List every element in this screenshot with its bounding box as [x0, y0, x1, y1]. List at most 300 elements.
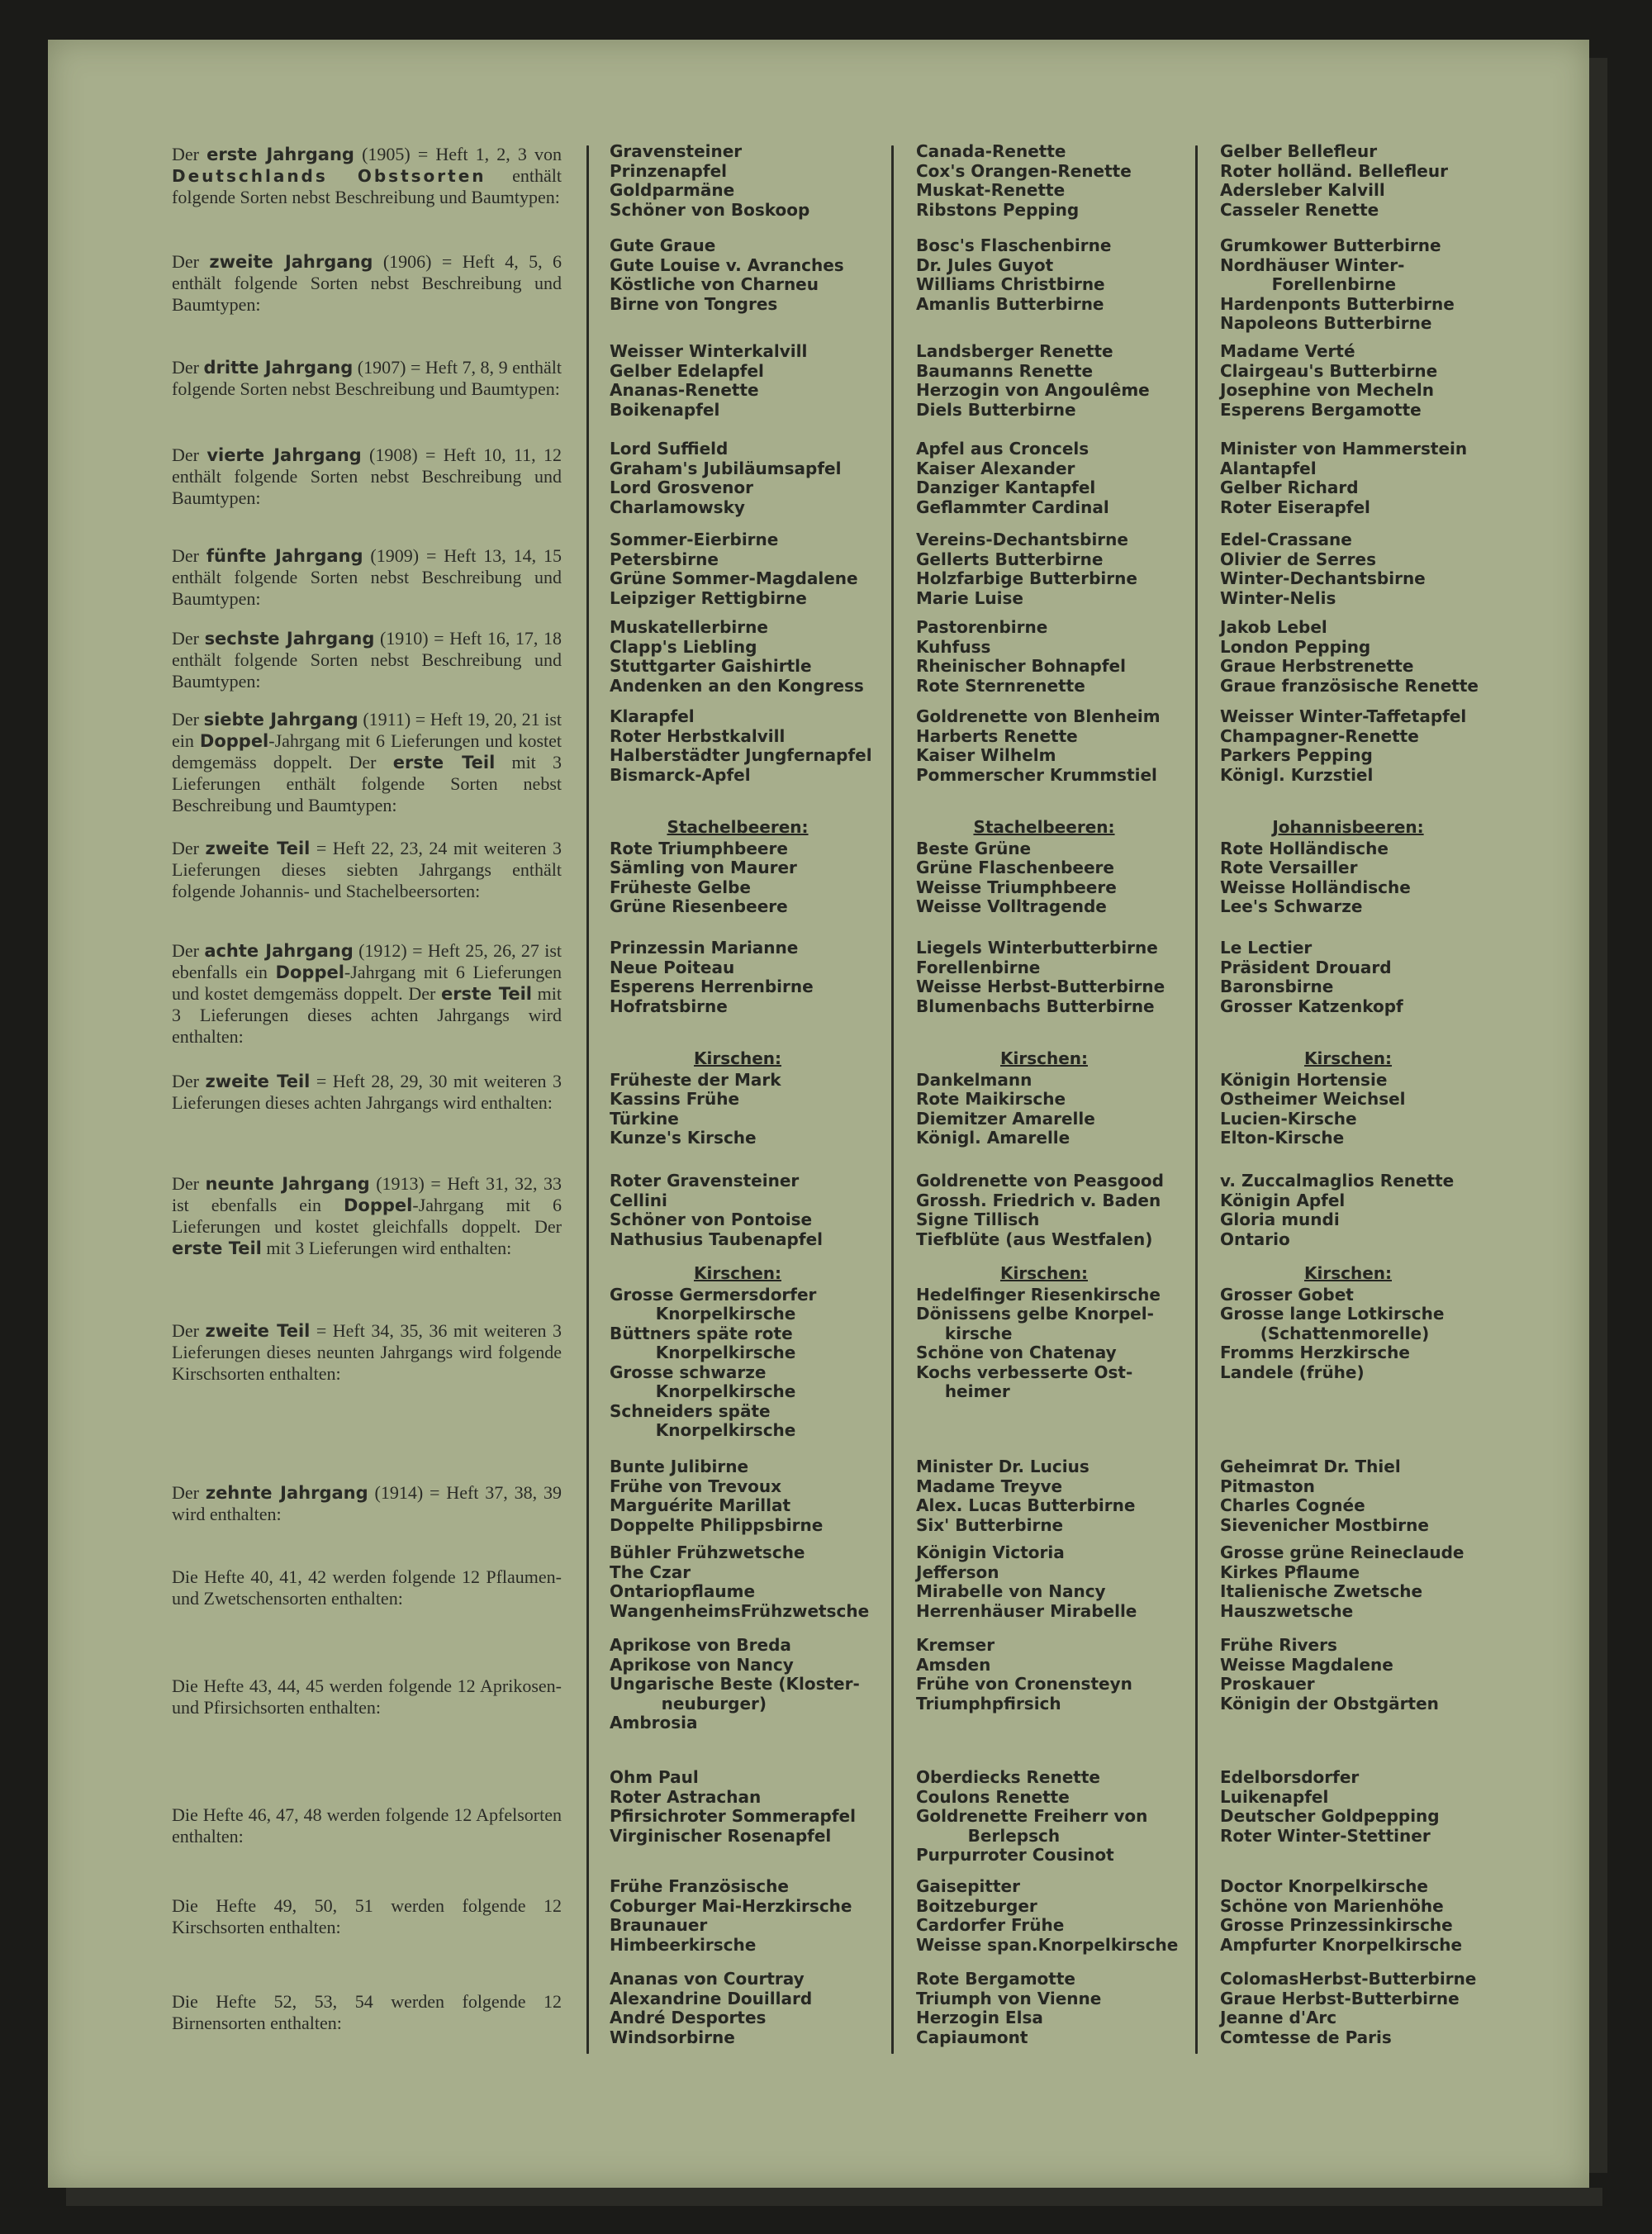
variety-column [610, 440, 899, 517]
variety-name: Frühe von Trevoux [610, 1476, 782, 1496]
variety-name: Madame Treyve [916, 1476, 1063, 1496]
description-text: Deutschlands Obstsorten [172, 166, 487, 186]
variety-name: Liegels Winterbutterbirne [916, 938, 1158, 958]
variety-name: Esperens Bergamotte [1220, 399, 1422, 420]
variety-name: Diels Butterbirne [916, 399, 1076, 420]
variety-name: Italienische Zwetsche [1220, 1581, 1423, 1601]
volume-description [172, 1173, 562, 1259]
description-emphasis: sechste Jahrgang [204, 629, 375, 649]
variety-name: Windsorbirne [610, 2027, 735, 2047]
variety-name: Sievenicher Mostbirne [1220, 1514, 1429, 1535]
variety-name: Sommer-Eierbirne [610, 530, 779, 549]
description-text: Der [172, 1071, 206, 1091]
variety-column [916, 342, 1205, 420]
description-text: Der [172, 251, 210, 272]
variety-name: Grumkower Butterbirne [1220, 235, 1441, 255]
variety-name: Halberstädter Jungfernapfel [610, 745, 872, 765]
variety-column [610, 1264, 899, 1441]
variety-name: Graue französische Renette [1220, 675, 1479, 696]
variety-column [916, 142, 1205, 220]
variety-column [916, 818, 1205, 917]
description-emphasis: zweite Teil [205, 839, 311, 858]
variety-column [916, 1636, 1205, 1714]
volume-description [172, 545, 562, 610]
variety-name: Winter-Dechantsbirne [1220, 568, 1426, 588]
variety-column [1220, 530, 1509, 608]
variety-name: Jakob Lebel [1220, 617, 1327, 637]
variety-column [610, 142, 899, 220]
description-text: Die Hefte 49, 50, 51 werden folgende 12 Kirschsorten enthalten: [172, 1895, 562, 1937]
description-emphasis: erste Teil [172, 1238, 262, 1258]
variety-name: Baumanns Renette [916, 360, 1094, 381]
variety-column [610, 236, 899, 314]
variety-name: Stuttgarter Gaishirtle [610, 656, 812, 676]
description-text: (1912) = Heft 25, 26, 27 ist ebenfalls ein [172, 940, 563, 982]
variety-name: Doppelte Philippsbirne [610, 1514, 824, 1535]
variety-name: Minister Dr. Lucius [916, 1457, 1089, 1476]
variety-name: Hedelfinger Riesenkirsche [916, 1284, 1161, 1305]
variety-name: Birne von Tongres [610, 293, 778, 314]
variety-name: ColomasHerbst-Butterbirne [1220, 1969, 1477, 1989]
variety-name: Hardenponts Butterbirne [1220, 293, 1455, 314]
variety-name: Prinzessin Marianne [610, 938, 799, 958]
variety-name: Aprikose von Breda [610, 1635, 791, 1655]
variety-name: Holzfarbige Butterbirne [916, 568, 1137, 588]
variety-column [1220, 440, 1509, 517]
variety-column [610, 1457, 899, 1535]
variety-name: Königin der Obstgärten [1220, 1693, 1439, 1714]
variety-column [1220, 142, 1509, 220]
variety-name: Gloria mundi [1220, 1210, 1340, 1229]
variety-name: Weisse Volltragende [916, 896, 1107, 916]
variety-name: London Pepping [1220, 636, 1371, 657]
volume-description [172, 1566, 562, 1609]
fruit-group-heading: Kirschen: [999, 1048, 1088, 1068]
variety-name: Leipziger Rettigbirne [610, 587, 807, 608]
variety-name: Lord Suffield [610, 439, 729, 459]
variety-name: Bismarck-Apfel [610, 764, 751, 785]
variety-name: Ostheimer Weichsel [1220, 1089, 1406, 1109]
volume-description [172, 1676, 562, 1718]
variety-name: Hofratsbirne [610, 996, 728, 1016]
volume-description [172, 1991, 562, 2034]
variety-name: Roter Herbstkalvill [610, 725, 786, 746]
variety-name: Cox's Orangen-Renette [916, 160, 1132, 181]
variety-name: Oberdiecks Renette [916, 1767, 1100, 1787]
variety-name: Türkine [610, 1108, 679, 1129]
variety-name: Marie Luise [916, 587, 1023, 608]
variety-name: Muskat-Renette [916, 180, 1066, 200]
variety-name: Gelber Bellefleur [1220, 141, 1378, 161]
variety-column [1220, 1049, 1509, 1148]
variety-name: Goldrenette Freiherr von Berlepsch [916, 1806, 1148, 1846]
variety-name: Herrenhäuser Mirabelle [916, 1600, 1137, 1621]
variety-column [610, 1049, 899, 1148]
variety-name: Geflammter Cardinal [916, 497, 1109, 517]
fruit-group-heading: Stachelbeeren: [973, 817, 1115, 837]
description-text: -Jahrgang mit 6 Lieferungen und kostet gleichfalls doppelt. Der [172, 1195, 563, 1237]
variety-name: Grosse lange Lotkirsche (Schattenmorelle) [1220, 1304, 1445, 1343]
description-text: (1908) = Heft 10, 11, 12 enthält folgende Sorten nebst Beschreibung und Baumtypen: [172, 444, 562, 508]
fruit-group-heading: Kirschen: [693, 1048, 781, 1068]
variety-name: Jeanne d'Arc [1220, 2008, 1337, 2027]
variety-name: Rote Sternrenette [916, 675, 1085, 696]
description-emphasis: neunte Jahrgang [205, 1174, 370, 1194]
variety-name: Rote Bergamotte [916, 1969, 1075, 1989]
variety-column [916, 1172, 1205, 1249]
variety-column [1220, 342, 1509, 420]
variety-name: Köstliche von Charneu [610, 274, 819, 294]
variety-name: Grosse Prinzessinkirsche [1220, 1915, 1453, 1935]
variety-name: Schöne von Marienhöhe [1220, 1895, 1444, 1916]
variety-name: Grosse grüne Reineclaude [1220, 1542, 1464, 1562]
variety-name: Sämling von Maurer [610, 858, 797, 877]
fruit-group-heading: Kirschen: [693, 1263, 781, 1283]
description-text: Die Hefte 46, 47, 48 werden folgende 12 Apfelsorten enthalten: [172, 1804, 562, 1847]
variety-name: Goldparmäne [610, 180, 735, 200]
variety-column [1220, 1264, 1509, 1382]
variety-name: Frühe von Cronensteyn [916, 1674, 1132, 1694]
variety-name: Gute Louise v. Avranches [610, 254, 844, 275]
description-emphasis: fünfte Jahrgang [206, 546, 363, 566]
variety-column [610, 530, 899, 608]
variety-name: Deutscher Goldpepping [1220, 1806, 1440, 1826]
variety-name: Pastorenbirne [916, 617, 1048, 637]
variety-name: Triumphpfirsich [916, 1693, 1061, 1714]
variety-column [610, 1768, 899, 1846]
variety-name: Königin Victoria [916, 1542, 1065, 1562]
variety-name: Capiaumont [916, 2027, 1028, 2047]
description-text: enthält folgende Sorten nebst Beschreibung und Baumtypen: [172, 165, 562, 207]
volume-description [172, 1320, 562, 1385]
variety-column [610, 618, 899, 696]
variety-name: Graham's Jubiläumsapfel [610, 458, 842, 478]
description-text: Der [172, 1173, 206, 1194]
variety-name: Edel-Crassane [1220, 530, 1352, 549]
variety-column [610, 1877, 899, 1955]
variety-column [1220, 707, 1509, 785]
description-text: (1907) = Heft 7, 8, 9 enthält folgende Sorten nebst Beschreibung und Baumtypen: [172, 357, 562, 399]
variety-name: Ontario [1220, 1229, 1290, 1249]
variety-name: Madame Verté [1220, 341, 1355, 361]
variety-name: Roter Eiserapfel [1220, 497, 1370, 517]
variety-name: Früheste Gelbe [610, 877, 751, 897]
variety-column [1220, 1970, 1509, 2047]
description-emphasis: erste Jahrgang [206, 145, 354, 164]
variety-column [1220, 818, 1509, 917]
variety-name: Minister von Hammerstein [1220, 439, 1468, 459]
variety-name: Canada-Renette [916, 141, 1066, 161]
variety-name: Geheimrat Dr. Thiel [1220, 1457, 1401, 1476]
variety-name: Alex. Lucas Butterbirne [916, 1495, 1136, 1515]
variety-column [916, 1970, 1205, 2047]
description-text: Der [172, 357, 204, 378]
description-text: Der [172, 144, 207, 164]
variety-name: Proskauer [1220, 1674, 1315, 1694]
volume-description [172, 1804, 562, 1847]
variety-name: Gelber Edelapfel [610, 360, 764, 381]
variety-name: Charlamowsky [610, 497, 745, 517]
variety-name: Schöner von Pontoise [610, 1210, 813, 1229]
variety-name: Goldrenette von Peasgood [916, 1171, 1164, 1191]
volume-description [172, 1482, 562, 1525]
variety-name: Schöner von Boskoop [610, 199, 810, 220]
variety-name: Dr. Jules Guyot [916, 254, 1054, 275]
description-text: (1914) = Heft 37, 38, 39 wird enthalten: [172, 1482, 562, 1524]
description-text: Die Hefte 52, 53, 54 werden folgende 12 Birnensorten enthalten: [172, 1991, 562, 2033]
description-emphasis: Doppel [275, 963, 344, 982]
volume-description [172, 838, 562, 902]
volume-description [172, 251, 562, 316]
volume-description [172, 709, 562, 816]
variety-name: Königl. Kurzstiel [1220, 764, 1374, 785]
description-text: -Jahrgang mit 6 Lieferungen und kostet demgemäss doppelt. Der [172, 962, 562, 1004]
variety-name: Pommerscher Krummstiel [916, 764, 1157, 785]
variety-name: Früheste der Mark [610, 1069, 781, 1090]
variety-name: Ribstons Pepping [916, 199, 1080, 220]
description-text: Der [172, 545, 206, 566]
variety-name: Graue Herbst-Butterbirne [1220, 1988, 1460, 2008]
variety-name: Six' Butterbirne [916, 1514, 1064, 1535]
variety-name: Kaiser Wilhelm [916, 745, 1056, 765]
description-emphasis: achte Jahrgang [204, 941, 354, 961]
variety-name: Lucien-Kirsche [1220, 1108, 1357, 1129]
volume-description [172, 144, 562, 208]
variety-name: Forellenbirne [916, 957, 1041, 977]
variety-name: Herzogin Elsa [916, 2008, 1043, 2027]
variety-name: Williams Christbirne [916, 274, 1105, 294]
variety-column [916, 939, 1205, 1016]
variety-name: Grosser Gobet [1220, 1284, 1354, 1305]
variety-name: Alexandrine Douillard [610, 1988, 813, 2008]
variety-name: Winter-Nelis [1220, 587, 1336, 608]
variety-column [1220, 618, 1509, 696]
variety-name: Frühe Französische [610, 1876, 789, 1896]
variety-name: Parkers Pepping [1220, 745, 1373, 765]
variety-name: Roter Gravensteiner [610, 1171, 800, 1191]
variety-name: Aprikose von Nancy [610, 1654, 794, 1675]
variety-name: Grosser Katzenkopf [1220, 996, 1403, 1016]
fruit-group-heading: Kirschen: [1303, 1263, 1392, 1283]
variety-name: Harberts Renette [916, 725, 1078, 746]
volume-description [172, 1071, 562, 1114]
variety-name: Apfel aus Croncels [916, 439, 1089, 459]
volume-description [172, 940, 562, 1048]
variety-name: Adersleber Kalvill [1220, 180, 1385, 200]
variety-name: Pfirsichroter Sommerapfel [610, 1806, 856, 1826]
description-emphasis: erste Teil [440, 984, 532, 1004]
description-emphasis: zweite Teil [205, 1072, 311, 1091]
variety-column [610, 707, 899, 785]
variety-column [610, 818, 899, 917]
variety-name: André Desportes [610, 2008, 767, 2027]
variety-name: Jefferson [916, 1561, 999, 1582]
variety-column [610, 939, 899, 1016]
variety-name: Kaiser Alexander [916, 458, 1075, 478]
variety-name: Mirabelle von Nancy [916, 1581, 1106, 1601]
description-text: mit 3 Lieferungen wird enthalten: [261, 1238, 512, 1258]
description-text: (1906) = Heft 4, 5, 6 enthält folgende Sorten nebst Beschreibung und Baumtypen: [172, 251, 563, 315]
variety-column [1220, 1457, 1509, 1535]
variety-name: Ananas von Courtray [610, 1969, 805, 1989]
variety-name: Amanlis Butterbirne [916, 293, 1104, 314]
variety-name: Grüne Riesenbeere [610, 896, 788, 916]
variety-name: Kremser [916, 1635, 995, 1655]
variety-name: Prinzenapfel [610, 160, 727, 181]
variety-column [610, 1970, 899, 2047]
variety-column [916, 1049, 1205, 1148]
variety-name: Coburger Mai-Herzkirsche [610, 1895, 852, 1916]
variety-name: Dönissens gelbe Knorpel- kirsche [916, 1304, 1154, 1343]
variety-name: Boitzeburger [916, 1895, 1037, 1916]
description-emphasis: erste Teil [392, 753, 496, 772]
variety-name: Weisse Holländische [1220, 877, 1411, 897]
variety-name: Cellini [610, 1190, 667, 1210]
variety-name: Landele (frühe) [1220, 1362, 1365, 1382]
variety-name: Vereins-Dechantsbirne [916, 530, 1128, 549]
variety-name: Rote Holländische [1220, 838, 1389, 858]
volume-description [172, 1895, 562, 1938]
variety-name: Doctor Knorpelkirsche [1220, 1876, 1428, 1896]
variety-column [1220, 1768, 1509, 1846]
variety-name: Champagner-Renette [1220, 725, 1419, 746]
variety-name: Esperens Herrenbirne [610, 977, 814, 996]
variety-name: Kassins Frühe [610, 1089, 740, 1109]
variety-name: Graue Herbstrenette [1220, 656, 1414, 676]
variety-name: Le Lectier [1220, 938, 1313, 958]
description-emphasis: zweite Jahrgang [209, 252, 373, 272]
variety-name: Weisse span.Knorpelkirsche [916, 1934, 1179, 1955]
description-emphasis: Doppel [344, 1195, 413, 1215]
variety-name: Tiefblüte (aus Westfalen) [916, 1229, 1153, 1249]
variety-name: Edelborsdorfer [1220, 1767, 1360, 1787]
variety-name: Clairgeau's Butterbirne [1220, 360, 1438, 381]
description-text: = Heft 22, 23, 24 mit weiteren 3 Lieferungen dieses siebten Jahrgangs enthält folgende Johannis- und Stachelbeersorten: [172, 838, 562, 901]
variety-name: Muskatellerbirne [610, 617, 768, 637]
variety-name: Grossh. Friedrich v. Baden [916, 1190, 1161, 1210]
variety-name: Bühler Frühzwetsche [610, 1542, 805, 1562]
variety-name: WangenheimsFrühzwetsche [610, 1600, 870, 1621]
variety-name: Gute Graue [610, 235, 716, 255]
description-text: (1909) = Heft 13, 14, 15 enthält folgende Sorten nebst Beschreibung und Baumtypen: [172, 545, 562, 609]
description-text: mit 3 Lieferungen enthält folgende Sorten nebst Beschreibung und Baumtypen: [172, 752, 562, 815]
variety-name: Schneiders späte Knorpelkirsche [610, 1400, 796, 1440]
variety-name: Weisse Herbst-Butterbirne [916, 977, 1165, 996]
variety-name: Hauszwetsche [1220, 1600, 1354, 1621]
variety-name: Lee's Schwarze [1220, 896, 1363, 916]
description-text: Der [172, 444, 207, 465]
variety-name: Grüne Flaschenbeere [916, 858, 1114, 877]
variety-name: Kochs verbesserte Ost- heimer [916, 1362, 1133, 1401]
variety-name: Roter Winter-Stettiner [1220, 1825, 1431, 1846]
variety-name: Diemitzer Amarelle [916, 1108, 1095, 1129]
variety-column [916, 1457, 1205, 1535]
variety-name: Rote Maikirsche [916, 1089, 1066, 1109]
variety-column [1220, 236, 1509, 334]
variety-column [916, 440, 1205, 517]
variety-name: Grüne Sommer-Magdalene [610, 568, 858, 588]
variety-name: Rheinischer Bohnapfel [916, 656, 1126, 676]
variety-name: Grosse Germersdorfer Knorpelkirsche [610, 1284, 817, 1324]
variety-name: Cardorfer Frühe [916, 1915, 1065, 1935]
variety-name: Casseler Renette [1220, 199, 1379, 220]
variety-name: Himbeerkirsche [610, 1934, 757, 1955]
variety-name: Lord Grosvenor [610, 478, 753, 497]
variety-name: Gellerts Butterbirne [916, 549, 1104, 569]
variety-name: Napoleons Butterbirne [1220, 313, 1432, 333]
variety-column [610, 342, 899, 420]
variety-name: Königin Apfel [1220, 1190, 1346, 1210]
volume-description [172, 628, 562, 692]
page-edge-shadow [1589, 58, 1607, 2173]
page-edge-shadow-bottom [66, 2188, 1602, 2206]
variety-name: Büttners späte rote Knorpelkirsche [610, 1323, 796, 1362]
variety-name: Ananas-Renette [610, 380, 759, 400]
description-text: Der [172, 1320, 206, 1341]
variety-name: Ungarische Beste (Kloster- neuburger) [610, 1674, 860, 1714]
fruit-group-heading: Kirschen: [999, 1263, 1088, 1283]
description-emphasis: vierte Jahrgang [206, 445, 362, 465]
description-text: mit 3 Lieferungen dieses achten Jahrgangs wird enthalten: [172, 983, 562, 1047]
variety-name: Danziger Kantapfel [916, 478, 1096, 497]
description-text: (1910) = Heft 16, 17, 18 enthält folgende Sorten nebst Beschreibung und Baumtypen: [172, 628, 562, 692]
column-divider-left [586, 145, 589, 2054]
variety-name: Nathusius Taubenapfel [610, 1229, 823, 1249]
variety-name: Signe Tillisch [916, 1210, 1040, 1229]
description-text: (1913) = Heft 31, 32, 33 ist ebenfalls ein [172, 1173, 562, 1215]
variety-name: Purpurroter Cousinot [916, 1845, 1114, 1865]
description-emphasis: zehnte Jahrgang [205, 1483, 368, 1503]
variety-name: Herzogin von Angoulême [916, 380, 1150, 400]
description-text: Die Hefte 43, 44, 45 werden folgende 12 Aprikosen- und Pfirsichsorten enthalten: [172, 1676, 562, 1718]
variety-column [916, 236, 1205, 314]
variety-column [1220, 1636, 1509, 1714]
variety-name: Andenken an den Kongress [610, 675, 864, 696]
variety-name: Weisse Magdalene [1220, 1654, 1393, 1675]
variety-name: Goldrenette von Blenheim [916, 706, 1161, 726]
variety-name: Boikenapfel [610, 399, 720, 420]
variety-name: Braunauer [610, 1915, 708, 1935]
variety-name: Präsident Drouard [1220, 957, 1392, 977]
description-text: Die Hefte 40, 41, 42 werden folgende 12 Pflaumen- und Zwetschensorten enthalten: [172, 1566, 562, 1609]
description-emphasis: zweite Teil [205, 1321, 311, 1341]
variety-column [1220, 1172, 1509, 1249]
variety-name: Gaisepitter [916, 1876, 1020, 1896]
variety-name: Baronsbirne [1220, 977, 1334, 996]
variety-name: Weisser Winterkalvill [610, 341, 808, 361]
variety-name: Grosse schwarze Knorpelkirsche [610, 1362, 796, 1401]
variety-name: Dankelmann [916, 1069, 1032, 1090]
variety-name: Nordhäuser Winter- Forellenbirne [1220, 254, 1405, 294]
variety-name: Virginischer Rosenapfel [610, 1825, 832, 1846]
variety-column [610, 1172, 899, 1249]
variety-name: Elton-Kirsche [1220, 1128, 1345, 1148]
variety-column [916, 1543, 1205, 1621]
variety-name: Alantapfel [1220, 458, 1317, 478]
variety-name: Bosc's Flaschenbirne [916, 235, 1112, 255]
variety-name: Triumph von Vienne [916, 1988, 1102, 2008]
variety-name: Weisse Triumphbeere [916, 877, 1117, 897]
variety-name: Blumenbachs Butterbirne [916, 996, 1155, 1016]
variety-name: Clapp's Liebling [610, 636, 757, 657]
variety-name: Rote Triumphbeere [610, 838, 788, 858]
variety-name: Neue Poiteau [610, 957, 735, 977]
variety-name: Ohm Paul [610, 1767, 699, 1787]
variety-column [610, 1636, 899, 1733]
description-text: Der [172, 628, 205, 649]
variety-name: Ambrosia [610, 1713, 698, 1733]
description-emphasis: dritte Jahrgang [203, 358, 354, 378]
